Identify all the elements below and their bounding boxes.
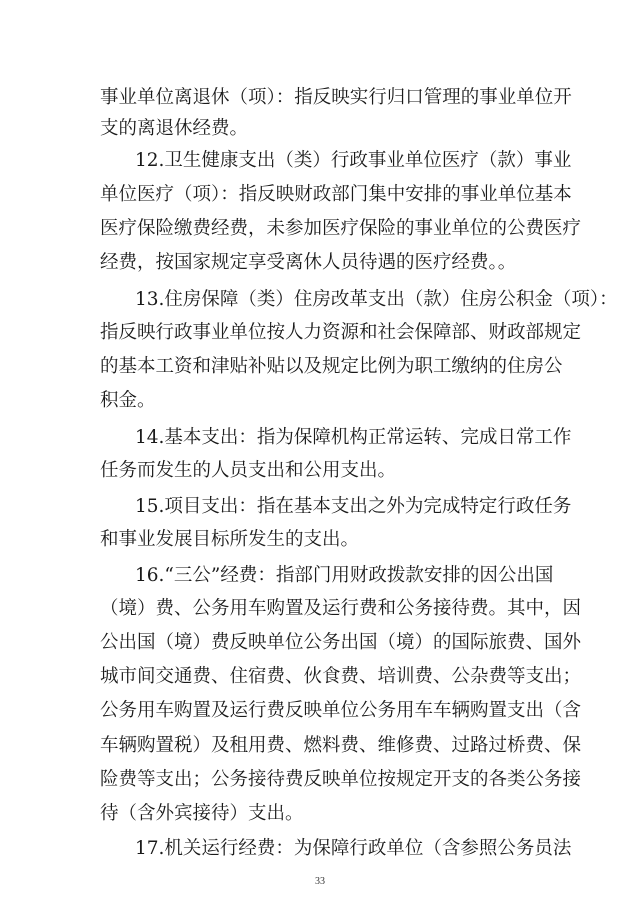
- text-line: 和事业发展目标所发生的支出。: [100, 529, 360, 550]
- text-line: 医疗保险缴费经费，未参加医疗保险的事业单位的公费医疗: [100, 218, 582, 239]
- text-line: 城市间交通费、住宿费、伙食费、培训费、公杂费等支出；: [100, 666, 582, 687]
- text-line: 积金。: [100, 390, 156, 411]
- text-line: 公出国（境）费反映单位公务出国（境）的国际旅费、国外: [100, 632, 582, 653]
- page-number: 33: [315, 876, 325, 887]
- text-line: 15.项目支出：指在基本支出之外为完成特定行政任务: [135, 496, 572, 517]
- text-line: 指反映行政事业单位按人力资源和社会保障部、财政部规定: [100, 322, 582, 343]
- text-line: 13.住房保障（类）住房改革支出（款）住房公积金（项）：: [135, 289, 618, 310]
- text-line: 车辆购置税）及租用费、燃料费、维修费、过路过桥费、保: [100, 735, 582, 756]
- text-line: 公务用车购置及运行费反映单位公务用车车辆购置支出（含: [100, 700, 582, 721]
- text-line: 事业单位离退休（项）：指反映实行归口管理的事业单位开: [100, 87, 572, 108]
- text-line: 待（含外宾接待）支出。: [100, 803, 304, 824]
- text-line: 任务而发生的人员支出和公用支出。: [100, 460, 397, 481]
- text-line: 14.基本支出：指为保障机构正常运转、完成日常工作: [135, 427, 572, 448]
- text-line: （境）费、公务用车购置及运行费和公务接待费。其中，因: [100, 598, 582, 619]
- text-line: 单位医疗（项）：指反映财政部门集中安排的事业单位基本: [100, 184, 572, 205]
- text-line: 经费，按国家规定享受离休人员待遇的医疗经费。。: [100, 252, 517, 273]
- text-line: 险费等支出；公务接待费反映单位按规定开支的各类公务接: [100, 769, 582, 790]
- text-line: 的基本工资和津贴补贴以及规定比例为职工缴纳的住房公: [100, 356, 563, 377]
- text-line: 17.机关运行经费：为保障行政单位（含参照公务员法: [135, 838, 572, 859]
- text-line: 12.卫生健康支出（类）行政事业单位医疗（款）事业: [135, 150, 572, 171]
- text-line: 16.“三公”经费：指部门用财政拨款安排的因公出国: [135, 565, 554, 586]
- text-line: 支的离退休经费。: [100, 118, 249, 139]
